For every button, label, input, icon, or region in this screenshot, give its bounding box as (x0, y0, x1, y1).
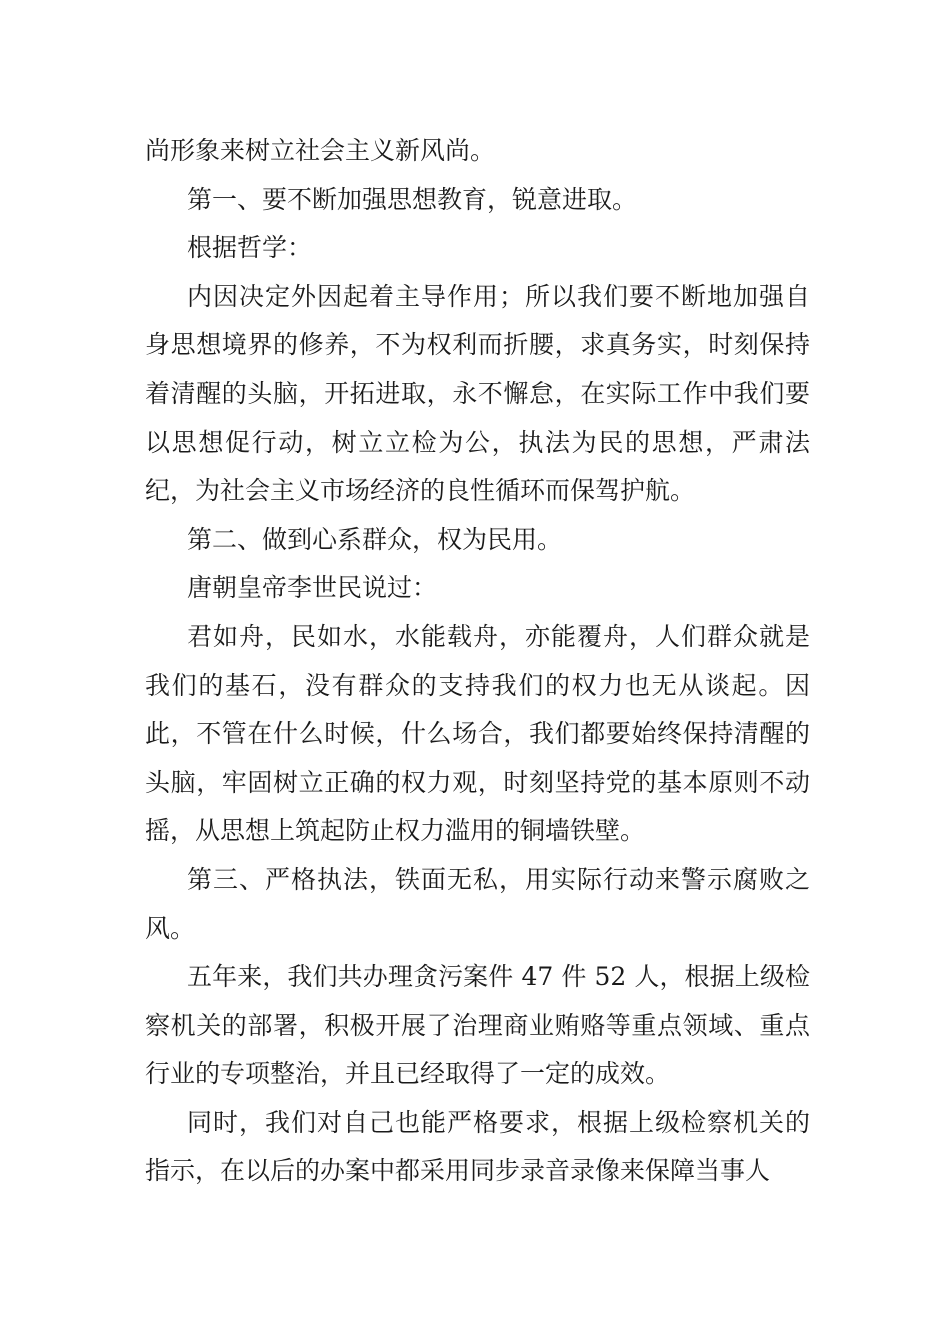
paragraph-quote-body: 君如舟，民如水，水能载舟，亦能覆舟，人们群众就是我们的基石，没有群众的支持我们的权力也无从谈起。因此，不管在什么时候，什么场合，我们都要始终保持清醒的头脑，牢固树立正确的权力观，时刻坚持党的基本原则不动摇，从思想上筑起防止权力滥用的铜墙铁壁。 (145, 621, 810, 846)
paragraph-quote-intro: 唐朝皇帝李世民说过： (187, 573, 438, 603)
paragraph-heading-first: 第一、要不断加强思想教育，锐意进取。 (187, 184, 638, 214)
paragraph-philosophy-intro: 根据哲学： (187, 233, 313, 263)
paragraph-heading-second: 第二、做到心系群众，权为民用。 (187, 524, 563, 554)
paragraph-philosophy-body: 内因决定外因起着主导作用；所以我们要不断地加强自身思想境界的修养，不为权利而折腰，求真务实，时刻保持着清醒的头脑，开拓进取，永不懈怠，在实际工作中我们要以思想促行动，树立立检为公，执法为民的思想，严肃法纪，为社会主义市场经济的良性循环而保驾护航。 (145, 281, 810, 506)
paragraph-five-years: 五年来，我们共办理贪污案件 47 件 52 人，根据上级检察机关的部署，积极开展了治理商业贿赂等重点领域、重点行业的专项整治，并且已经取得了一定的成效。 (145, 962, 810, 1089)
paragraph-heading-third: 第三、严格执法，铁面无私，用实际行动来警示腐败之风。 (145, 864, 810, 943)
document-body (145, 127, 810, 1196)
paragraph-continuation: 尚形象来树立社会主义新风尚。 (145, 136, 496, 165)
paragraph-meanwhile: 同时，我们对自己也能严格要求，根据上级检察机关的指示，在以后的办案中都采用同步录音录像来保障当事人 (145, 1107, 810, 1186)
